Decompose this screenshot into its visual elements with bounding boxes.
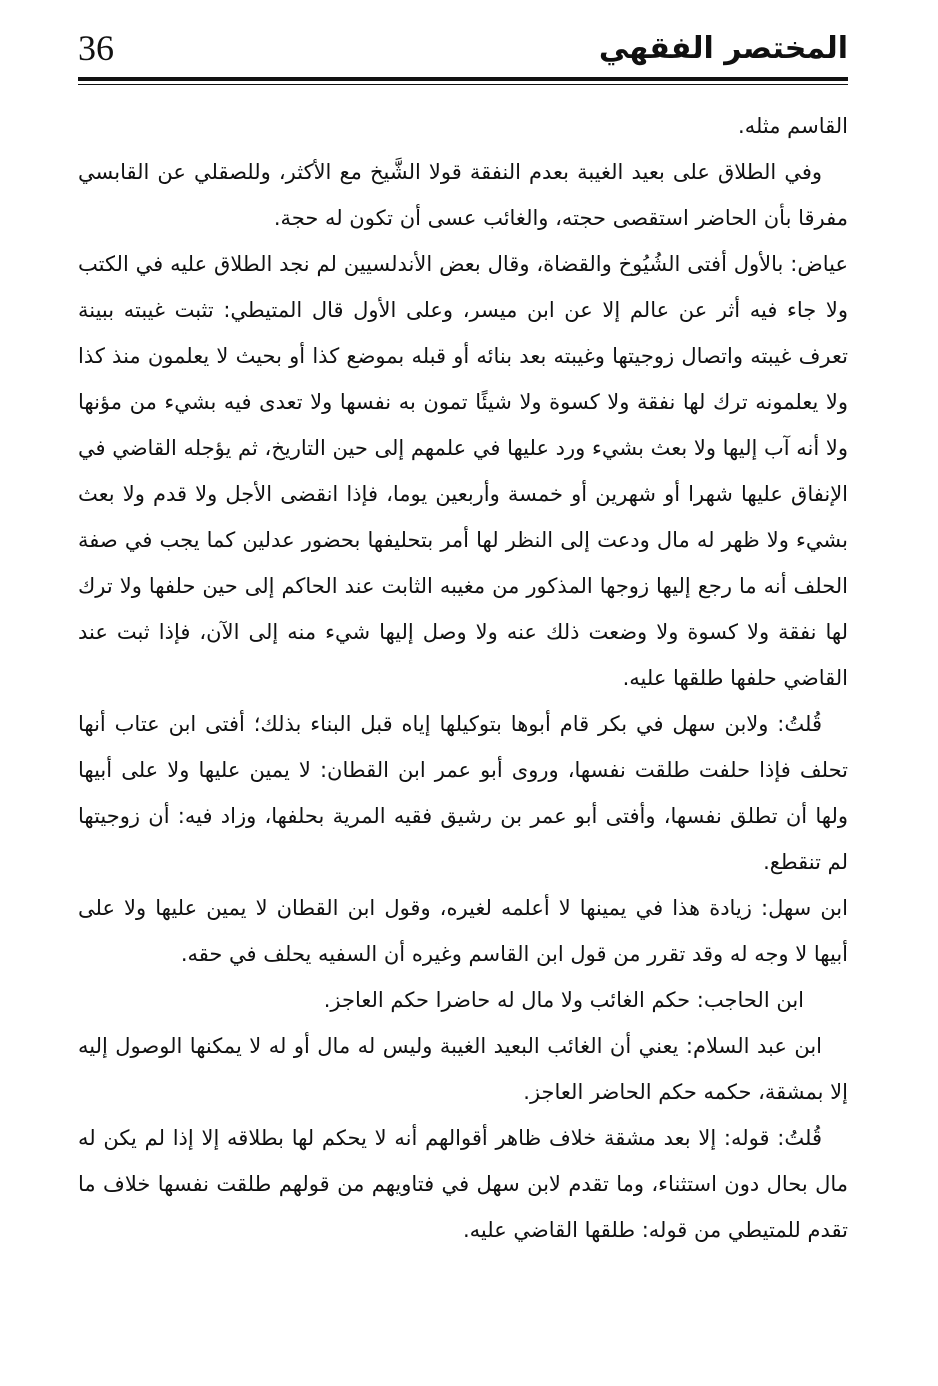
header-rule-thick: [78, 77, 848, 81]
paragraph-7: ابن عبد السلام: يعني أن الغائب البعيد الغيبة وليس له مال أو له لا يمكنها الوصول إليه إلا بمشقة، حكمه حكم الحاضر العاجز.: [78, 1034, 848, 1104]
paragraph-2: وفي الطلاق على بعيد الغيبة بعدم النفقة قولا الشَّيخ مع الأكثر، وللصقلي عن القابسي مفرقا بأن الحاضر استقصى حجته، والغائب عسى أن تكون له حجة.: [78, 160, 848, 230]
page-number: 36: [78, 28, 114, 68]
paragraph-6: ابن الحاجب: حكم الغائب ولا مال له حاضرا حكم العاجز.: [323, 988, 804, 1012]
paragraph-4: قُلتُ: ولابن سهل في بكر قام أبوها بتوكيلها إياه قبل البناء بذلك؛ أفتى ابن عتاب أنها تحلف فإذا حلفت طلقت نفسها، وروى أبو عمر ابن القطان: لا يمين عليها ولا على أبيها ولها أن تطلق نفسها، وأفتى أبو عمر بن رشيق فقيه المرية بحلفها، وزاد فيه: أن زوجيتها لم تنقطع.: [78, 712, 848, 874]
paragraph-3: عياض: بالأول أفتى الشُيُوخ والقضاة، وقال بعض الأندلسيين لم نجد الطلاق عليه في الكتب ولا جاء فيه أثر عن عالم إلا عن ابن ميسر، وعلى الأول قال المتيطي: تثبت غيبته ببينة تعرف غيبته واتصال زوجيتها وغيبته بعد بنائه أو قبله بموضع كذا أو بحيث لا يعلمون منذ كذا ولا يعلمونه ترك لها نفقة ولا كسوة ولا شيئًا تمون به نفسها ولا تعدى فيه بشيء من مؤنها ولا أنه آب إليها ولا بعث بشيء ورد عليها في علمهم إلى حين التاريخ، ثم يؤجله القاضي في الإنفاق عليها شهرا أو شهرين أو خمسة وأربعين يوما، فإذا انقضى الأجل ولا قدم ولا بعث بشيء ولا ظهر له مال ودعت إلى النظر لها أمر بتحليفها بحضور عدلين كما يجب في صفة الحلف أنه ما رجع إليها زوجها المذكور من مغيبه الثابت عند الحاكم إلى حين حلفها ولا ترك لها نفقة ولا كسوة ولا وضعت ذلك عنه ولا وصل إليها شيء منه إلى الآن، فإذا ثبت عند القاضي حلفها طلقها عليه.: [78, 252, 848, 690]
paragraph-5: ابن سهل: زيادة هذا في يمينها لا أعلمه لغيره، وقول ابن القطان لا يمين عليها ولا على أبيها لا وجه له وقد تقرر من قول ابن القاسم وغيره أن السفيه يحلف في حقه.: [78, 896, 848, 966]
header-rule-thin: [78, 84, 848, 85]
paragraph-1: القاسم مثله.: [738, 114, 848, 138]
book-title: المختصر الفقهي: [598, 31, 848, 66]
paragraph-8: قُلتُ: قوله: إلا بعد مشقة خلاف ظاهر أقوالهم أنه لا يحكم لها بطلاقه إلا إذا لم يكن له مال بحال دون استثناء، وما تقدم لابن سهل في فتاويهم من قولهم طلقت نفسها خلاف ما تقدم للمتيطي من قوله: طلقها القاضي عليه.: [78, 1126, 848, 1242]
page-body: [78, 103, 848, 1253]
page-header: [78, 28, 848, 76]
